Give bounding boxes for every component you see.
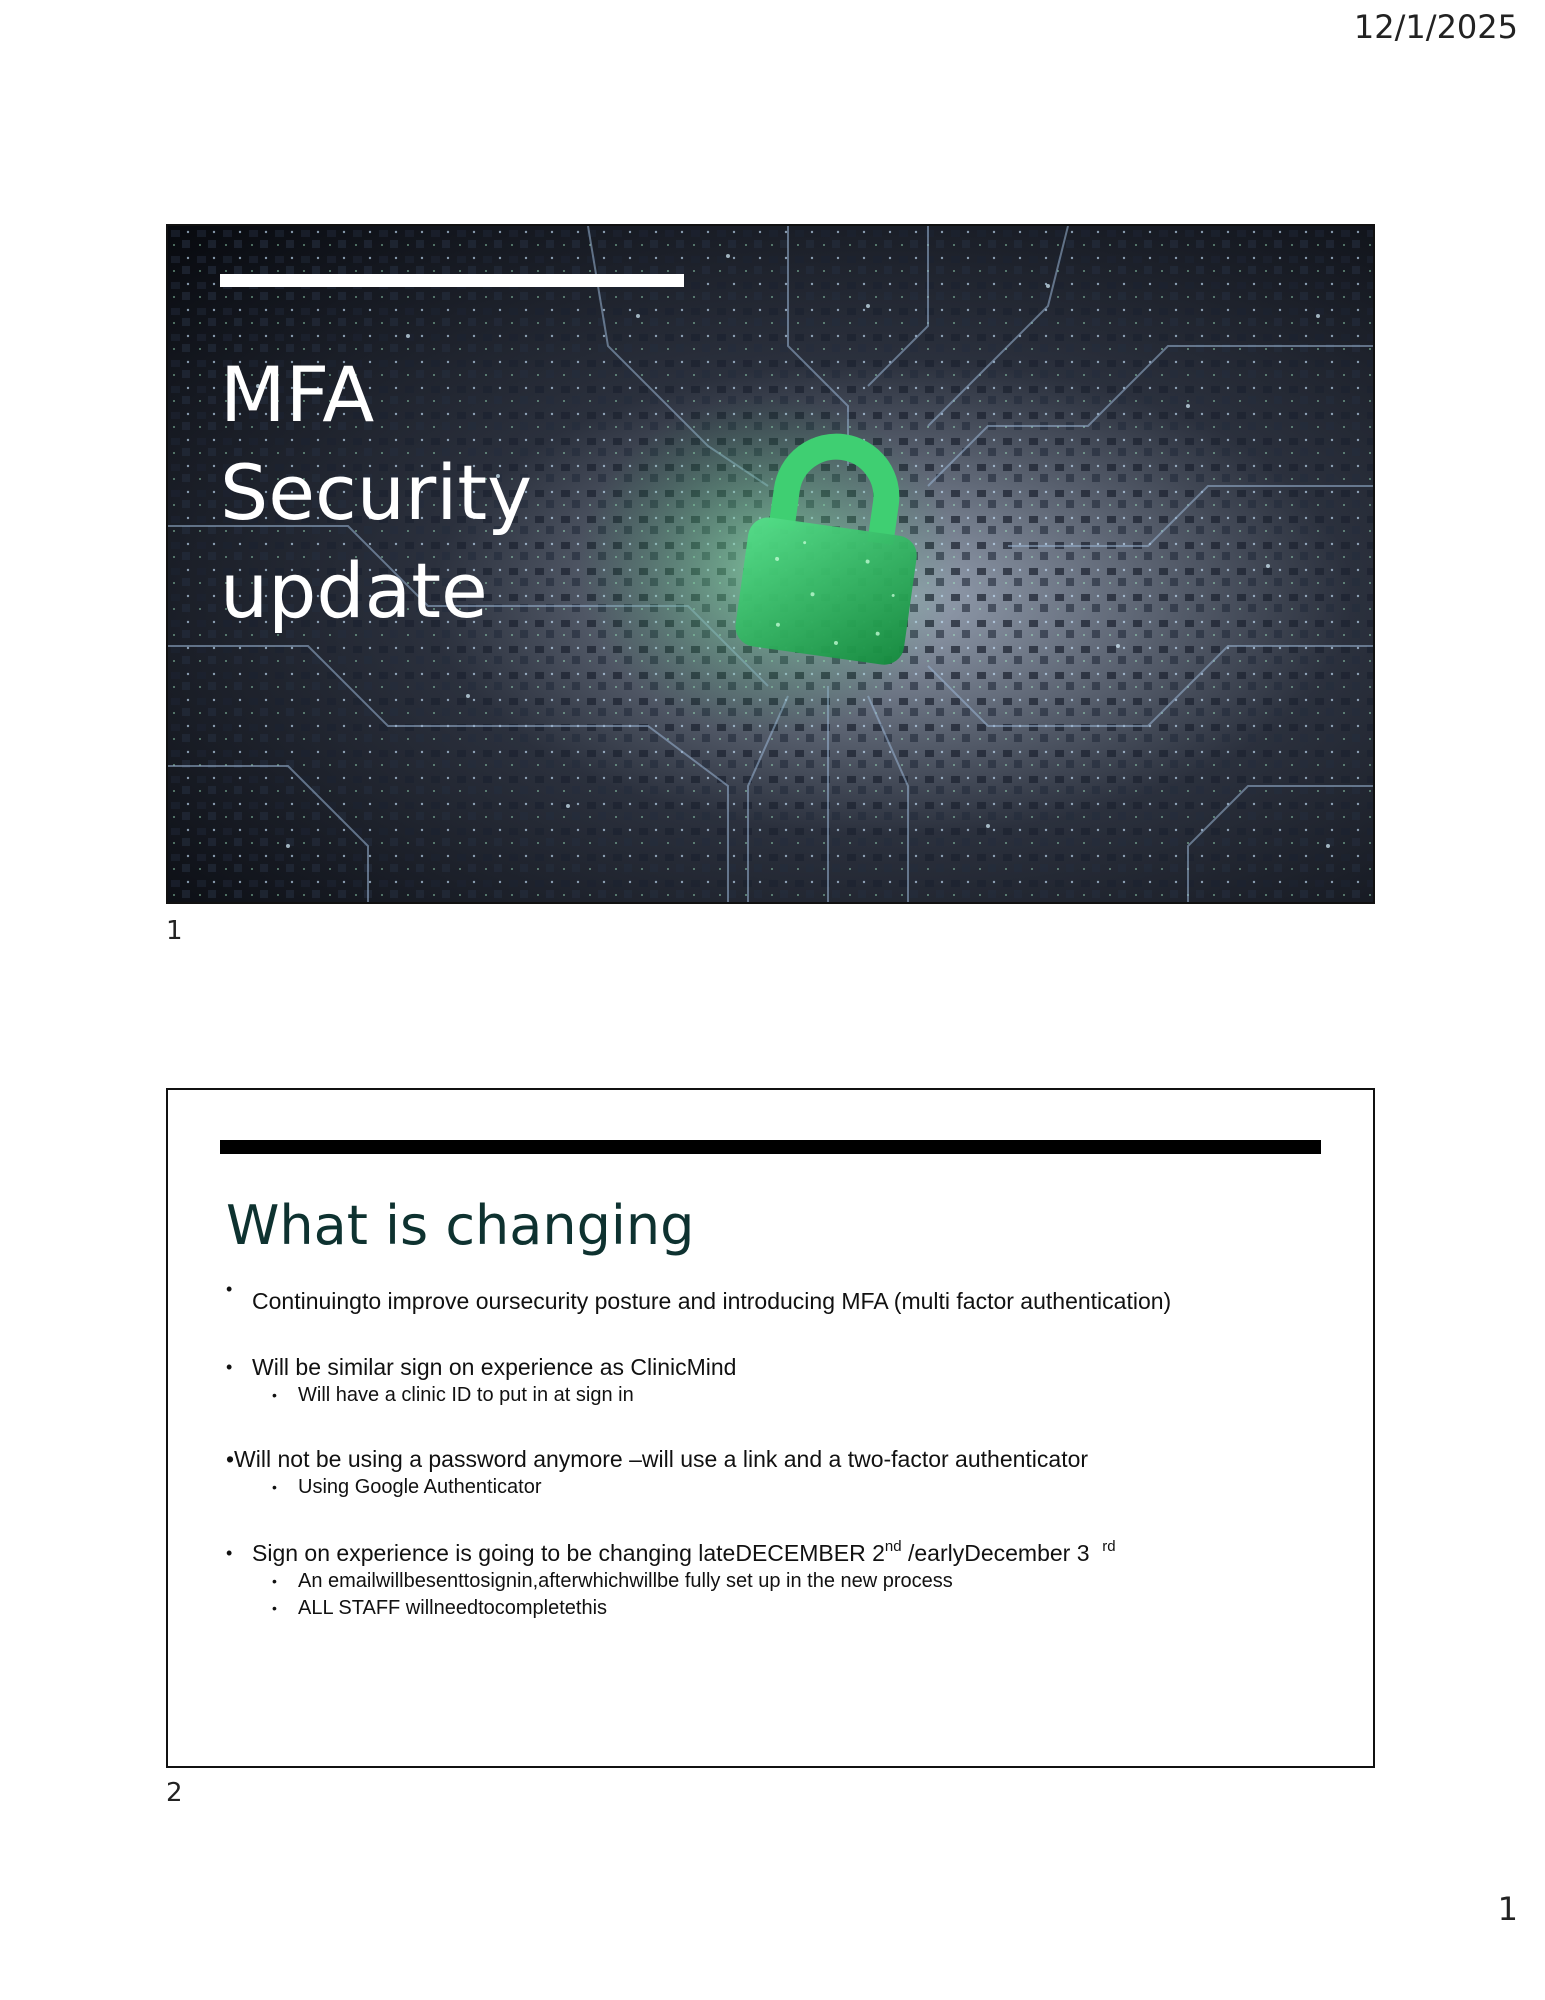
bullet-1 [226, 1274, 1326, 1316]
bullet-4-text-part-2: /earlyDecember 3 [901, 1540, 1090, 1566]
bullet-3 [226, 1444, 1326, 1501]
slide-2-number: 2 [166, 1778, 183, 1808]
bullet-4 [226, 1538, 1326, 1622]
document-date: 12/1/2025 [1353, 8, 1518, 46]
slide-2-heading: What is changing [226, 1194, 695, 1257]
slide-2-content [166, 1088, 1375, 1768]
sub-bullet-dot: • [272, 1600, 277, 1616]
slide-1-heading: MFA Security update [220, 350, 533, 635]
bullet-4-sub-1-text: An emailwillbesenttosignin,afterwhichwillbe fully set up in the new process [298, 1570, 953, 1592]
heading-accent-bar [220, 1140, 1321, 1154]
bullet-dot: • [226, 1279, 233, 1299]
page-number: 1 [1497, 1890, 1518, 1928]
sub-bullet-dot: • [272, 1479, 277, 1495]
sub-bullet-dot: • [272, 1387, 277, 1403]
bullet-3-text: •Will not be using a password anymore –will use a link and a two-factor authenticator [226, 1446, 1089, 1472]
bullet-2-sub-1-text: Will have a clinic ID to put in at sign in [298, 1384, 634, 1406]
slide-1-number: 1 [166, 916, 183, 946]
bullet-2 [226, 1352, 1326, 1409]
bullet-dot: • [226, 1357, 233, 1377]
bullet-4-text-part-1: Sign on experience is going to be changing lateDECEMBER 2 [252, 1540, 885, 1566]
bullet-1-text: Continuingto improve oursecurity posture and introducing MFA (multi factor authentication) [252, 1288, 1172, 1314]
bullet-4-superscript-1: nd [884, 1538, 902, 1555]
bullet-4-sub-2-text: ALL STAFF willneedtocompletethis [298, 1597, 608, 1619]
bullet-4-superscript-2: rd [1102, 1538, 1116, 1555]
slide-1-title [166, 224, 1375, 904]
bullet-3-sub-1-text: Using Google Authenticator [298, 1476, 542, 1498]
bullet-2-text: Will be similar sign on experience as ClinicMind [252, 1354, 737, 1380]
sub-bullet-dot: • [272, 1573, 277, 1589]
bullet-dot: • [226, 1543, 233, 1563]
padlock-icon [668, 426, 988, 686]
title-accent-bar [220, 274, 684, 287]
